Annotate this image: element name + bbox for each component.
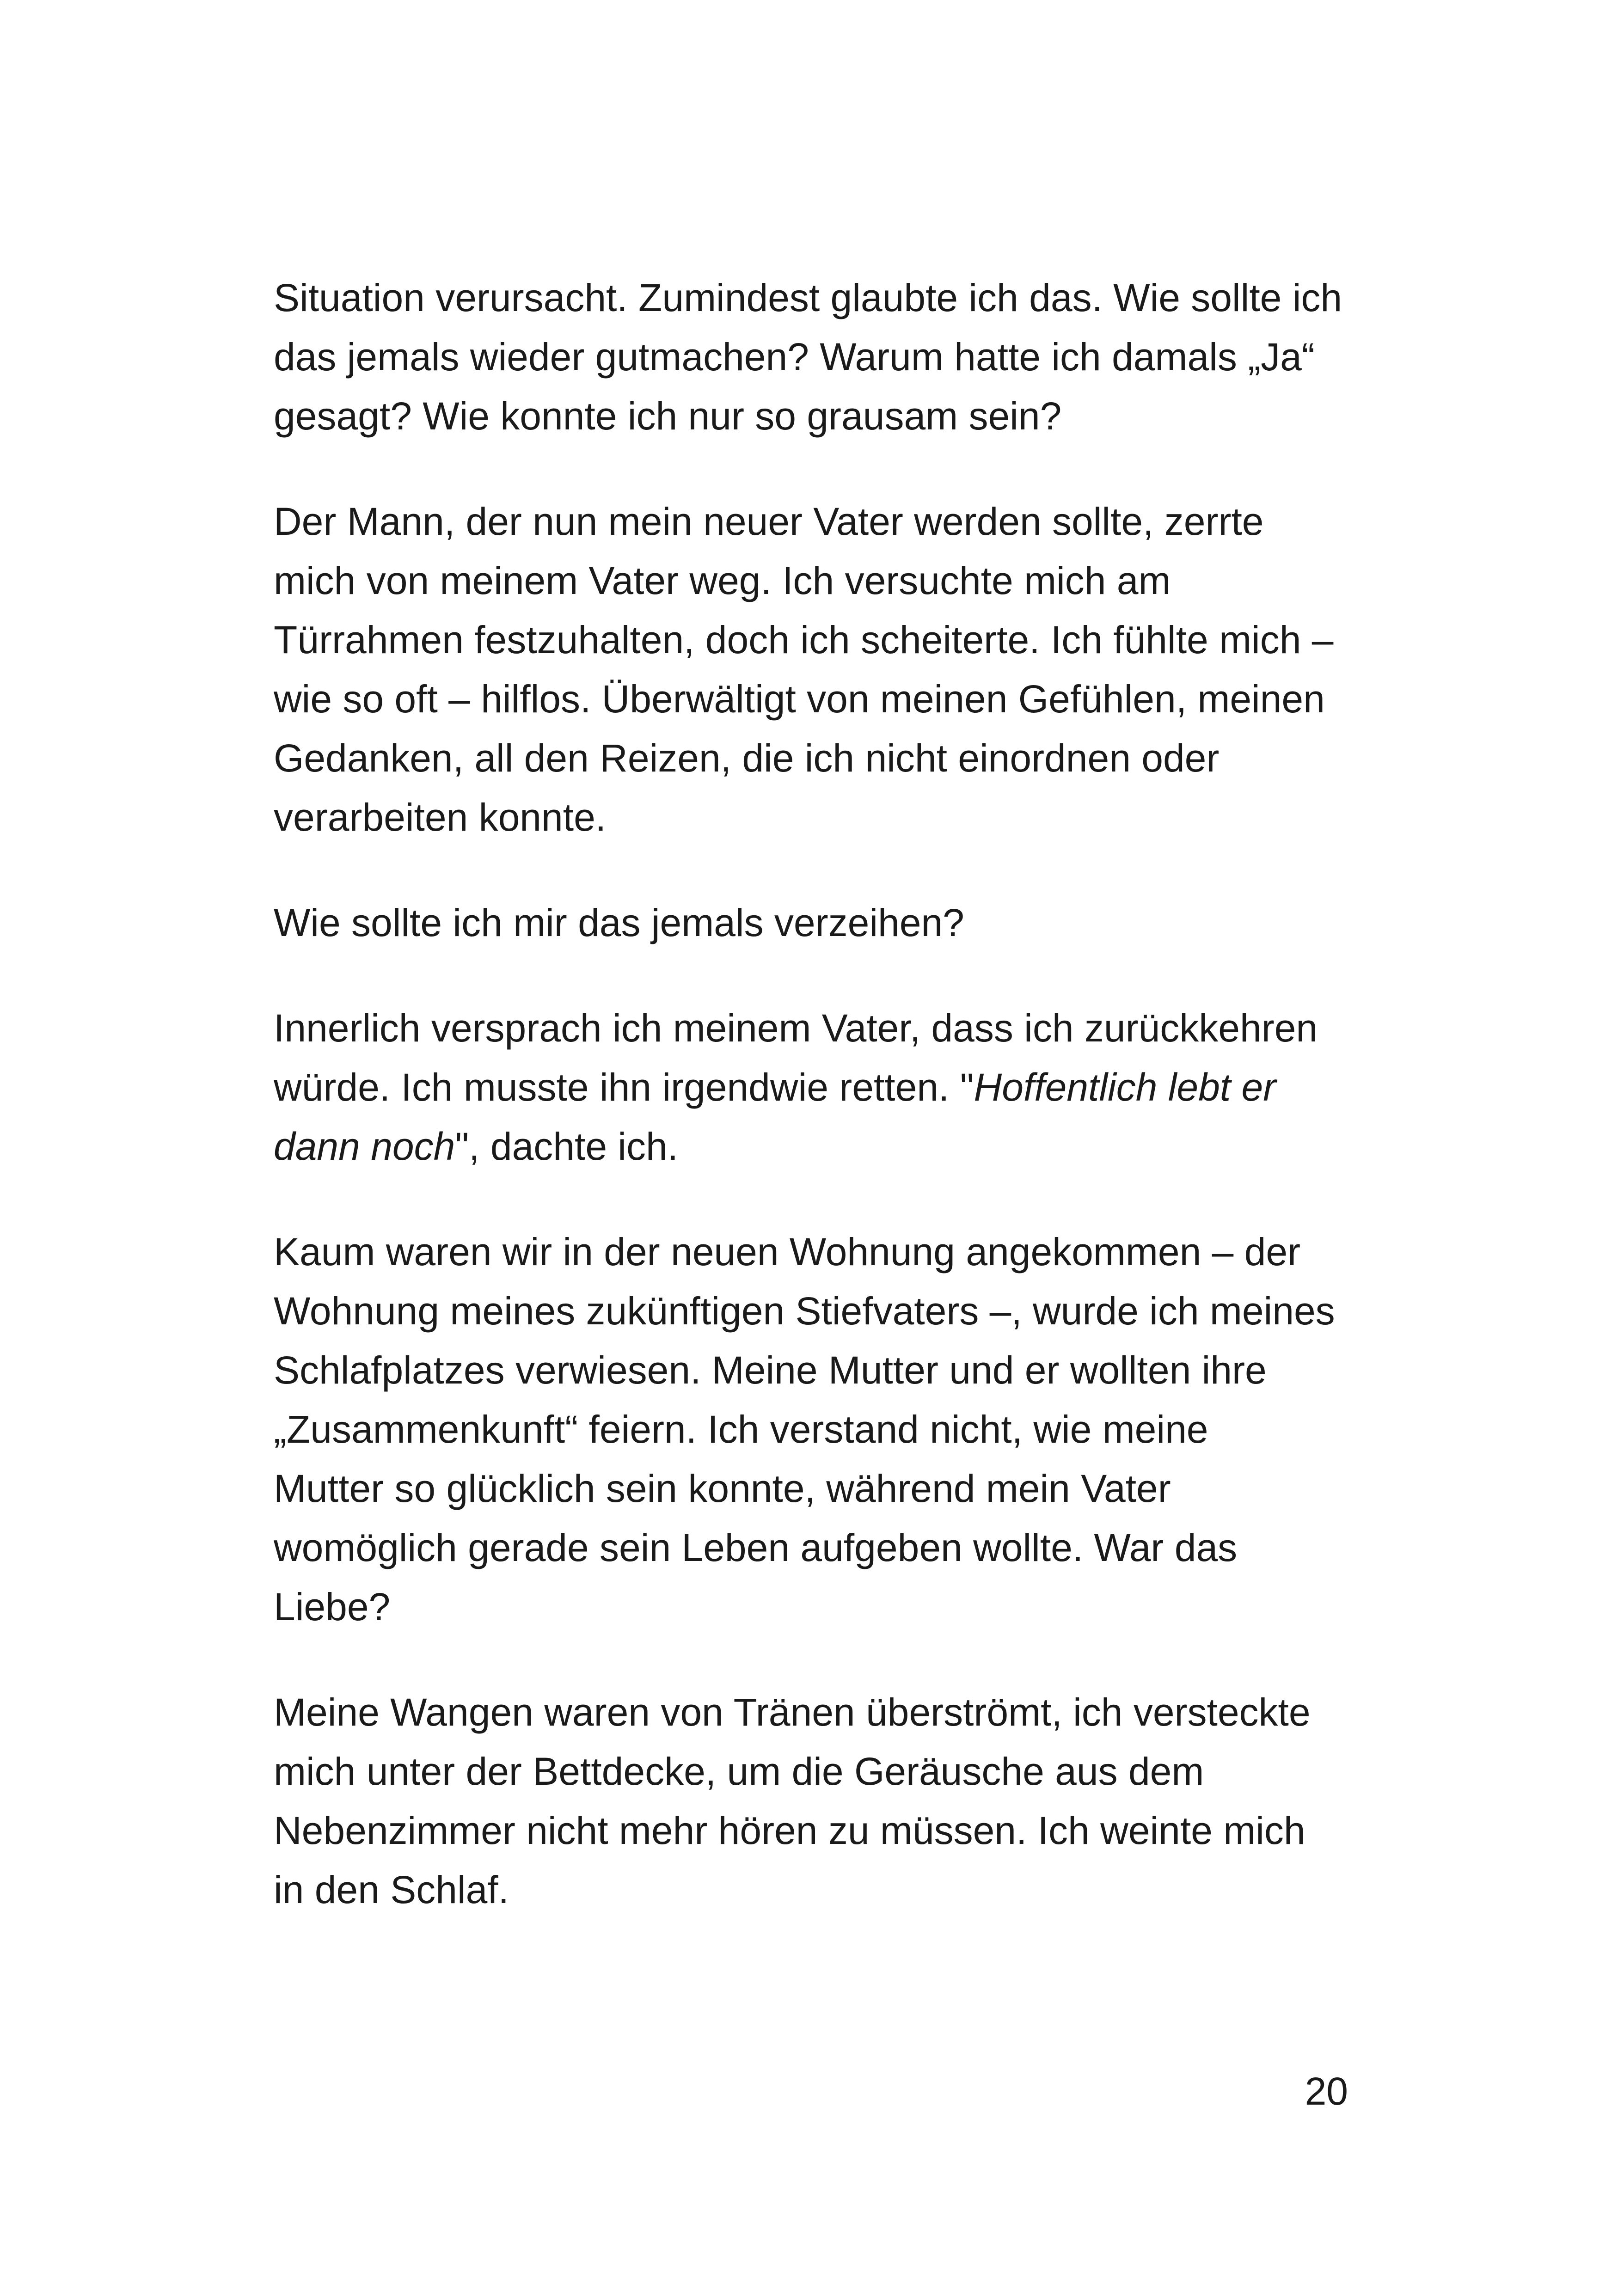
paragraph [274, 998, 1365, 1176]
paragraph [274, 893, 1365, 952]
text-line [274, 1222, 1365, 1281]
text-line [274, 327, 1365, 386]
text-line [274, 998, 1365, 1058]
text-run: Situation verursacht. Zumindest glaubte ich das. Wie sollte ich [274, 276, 1342, 319]
text-run: „Zusammenkunft“ feiern. Ich verstand nicht, wie meine [274, 1408, 1208, 1451]
text-line [274, 1683, 1365, 1742]
italic-text: Hoffentlich lebt er [974, 1065, 1276, 1109]
text-line [274, 788, 1365, 847]
text-run: Innerlich versprach ich meinem Vater, dass ich zurückkehren [274, 1006, 1318, 1050]
text-run: Gedanken, all den Reizen, die ich nicht einordnen oder [274, 736, 1220, 780]
text-line [274, 1577, 1365, 1636]
text-run: gesagt? Wie konnte ich nur so grausam sein? [274, 394, 1062, 438]
text-run: Liebe? [274, 1585, 391, 1629]
page-number: 20 [1305, 2069, 1348, 2113]
text-run: Türrahmen festzuhalten, doch ich scheiterte. Ich fühlte mich – [274, 618, 1334, 661]
paragraph [274, 268, 1365, 446]
text-line [274, 669, 1365, 729]
text-line [274, 1801, 1365, 1860]
text-run: würde. Ich musste ihn irgendwie retten. " [274, 1065, 974, 1109]
text-line [274, 1117, 1365, 1176]
text-run: wie so oft – hilflos. Überwältigt von meinen Gefühlen, meinen [274, 677, 1325, 721]
text-line [274, 268, 1365, 327]
text-line [274, 1742, 1365, 1801]
text-line [274, 1058, 1365, 1117]
text-run: das jemals wieder gutmachen? Warum hatte ich damals „Ja“ [274, 335, 1315, 379]
text-line [274, 610, 1365, 669]
text-line [274, 492, 1365, 551]
text-line [274, 1281, 1365, 1341]
italic-text: dann noch [274, 1125, 455, 1168]
text-line [274, 1341, 1365, 1400]
text-line [274, 893, 1365, 952]
text-run: ", dachte ich. [455, 1125, 679, 1168]
text-run: Nebenzimmer nicht mehr hören zu müssen. Ich weinte mich [274, 1809, 1305, 1852]
text-run: mich unter der Bettdecke, um die Geräusche aus dem [274, 1750, 1204, 1793]
text-run: verarbeiten konnte. [274, 796, 607, 839]
paragraph [274, 492, 1365, 847]
text-run: Wie sollte ich mir das jemals verzeihen? [274, 901, 964, 944]
text-run: in den Schlaf. [274, 1868, 509, 1911]
text-run: Der Mann, der nun mein neuer Vater werden sollte, zerrte [274, 500, 1264, 543]
text-run: mich von meinem Vater weg. Ich versuchte mich am [274, 559, 1171, 602]
text-line [274, 1860, 1365, 1919]
paragraph [274, 1683, 1365, 1919]
text-line [274, 386, 1365, 446]
text-run: Mutter so glücklich sein konnte, während mein Vater [274, 1467, 1171, 1510]
text-run: Kaum waren wir in der neuen Wohnung angekommen – der [274, 1230, 1301, 1274]
text-line [274, 729, 1365, 788]
text-run: womöglich gerade sein Leben aufgeben wollte. War das [274, 1526, 1238, 1569]
body-text [274, 268, 1365, 1965]
text-line [274, 1518, 1365, 1577]
paragraph [274, 1222, 1365, 1636]
text-run: Wohnung meines zukünftigen Stiefvaters –, wurde ich meines [274, 1289, 1335, 1333]
text-run: Schlafplatzes verwiesen. Meine Mutter und er wollten ihre [274, 1348, 1267, 1392]
text-line [274, 1400, 1365, 1459]
text-line [274, 1459, 1365, 1518]
text-run: Meine Wangen waren von Tränen überströmt, ich versteckte [274, 1690, 1311, 1734]
text-line [274, 551, 1365, 610]
